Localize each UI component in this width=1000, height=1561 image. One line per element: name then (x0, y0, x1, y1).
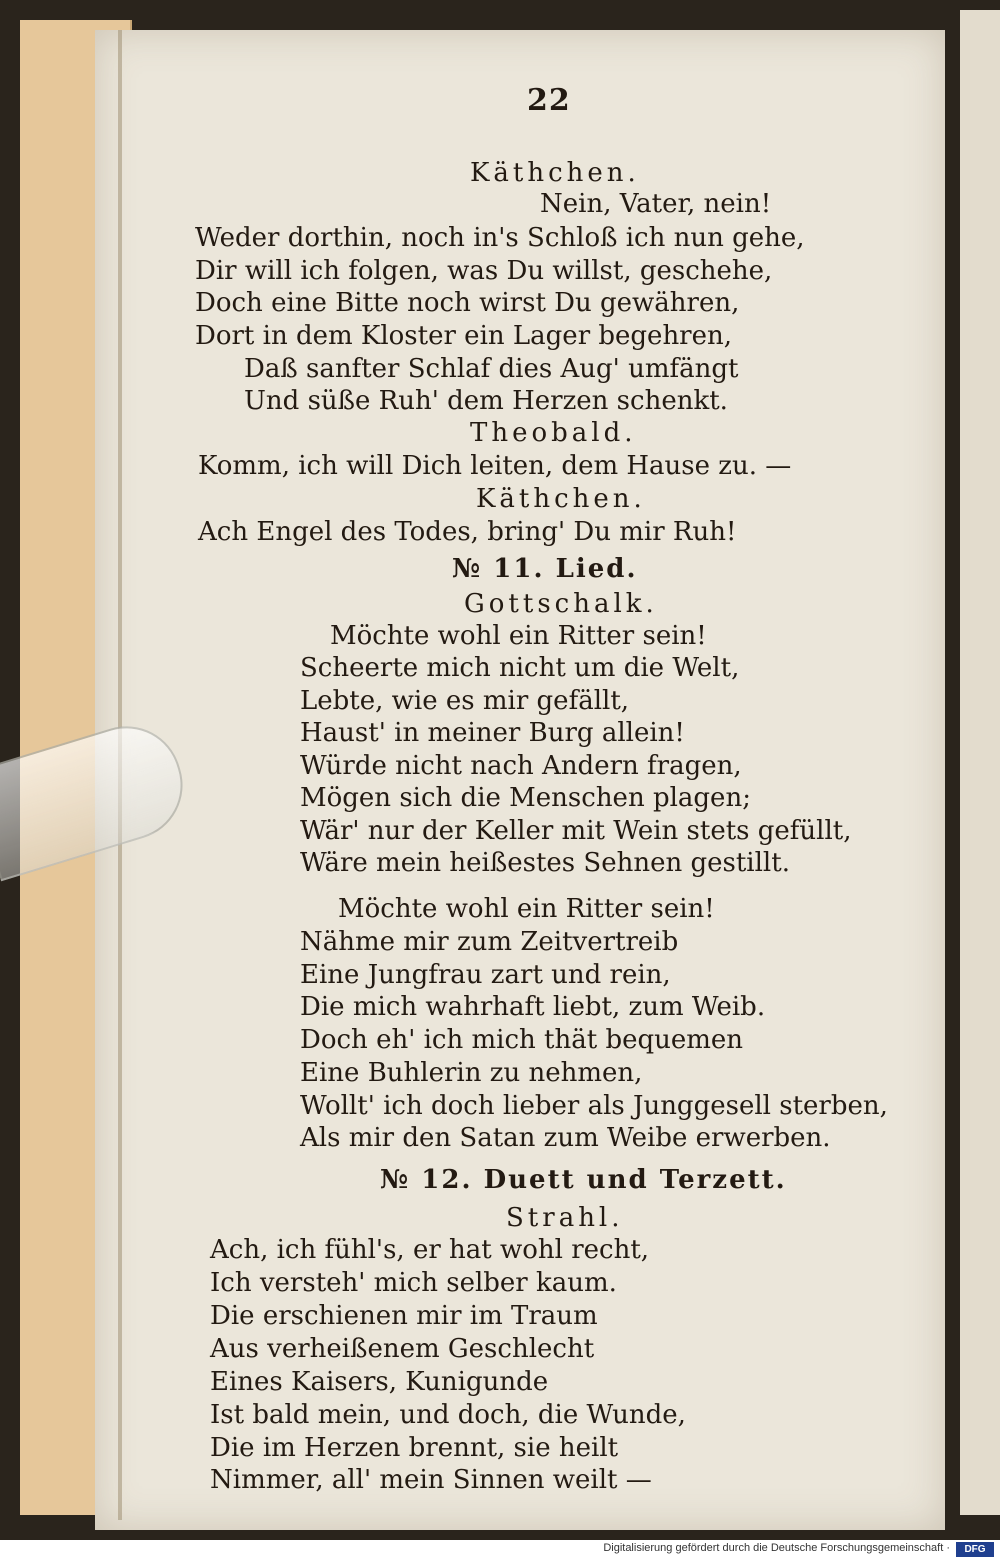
speaker-name: Gottschalk. (464, 589, 658, 619)
verse-line: Ach Engel des Todes, bring' Du mir Ruh! (198, 517, 737, 547)
verse-line: Die mich wahrhaft liebt, zum Weib. (300, 992, 766, 1022)
verse-line: Und süße Ruh' dem Herzen schenkt. (244, 386, 728, 416)
verse-line: Eines Kaisers, Kunigunde (210, 1367, 549, 1397)
digitization-footer (0, 1540, 1000, 1561)
verse-line: Wär' nur der Keller mit Wein stets gefüllt, (300, 816, 852, 846)
page-number: 22 (527, 83, 571, 118)
verse-line: Möchte wohl ein Ritter sein! (330, 621, 707, 651)
verse-line: Doch eine Bitte noch wirst Du gewähren, (195, 288, 740, 318)
dfg-logo: DFG (956, 1542, 994, 1557)
verse-line: Ist bald mein, und doch, die Wunde, (210, 1400, 686, 1430)
speaker-name: Theobald. (470, 418, 637, 448)
section-heading: № 12. Duett und Terzett. (380, 1165, 787, 1195)
verse-line: Doch eh' ich mich thät bequemen (300, 1025, 744, 1055)
verse-line: Lebte, wie es mir gefällt, (300, 686, 630, 716)
verse-line: Wäre mein heißestes Sehnen gestillt. (300, 848, 790, 878)
verse-line: Nähme mir zum Zeitvertreib (300, 927, 679, 957)
verse-line: Wollt' ich doch lieber als Junggesell sterben, (300, 1091, 888, 1121)
verse-line: Ich versteh' mich selber kaum. (210, 1268, 617, 1298)
speaker-name: Strahl. (506, 1203, 624, 1233)
verse-line: Mögen sich die Menschen plagen; (300, 783, 751, 813)
verse-line: Scheerte mich nicht um die Welt, (300, 653, 740, 683)
verse-line: Dort in dem Kloster ein Lager begehren, (195, 321, 733, 351)
verse-line: Nein, Vater, nein! (540, 189, 772, 219)
verse-line: Daß sanfter Schlaf dies Aug' umfängt (244, 354, 739, 384)
verse-line: Die erschienen mir im Traum (210, 1301, 598, 1331)
verse-line: Eine Buhlerin zu nehmen, (300, 1058, 643, 1088)
speaker-name: Käthchen. (470, 158, 640, 188)
verse-line: Ach, ich fühl's, er hat wohl recht, (210, 1235, 650, 1265)
verse-line: Möchte wohl ein Ritter sein! (338, 894, 715, 924)
footer-credit: Digitalisierung gefördert durch die Deutsche Forschungsgemeinschaft · (603, 1542, 950, 1554)
verse-line: Haust' in meiner Burg allein! (300, 718, 685, 748)
verse-line: Aus verheißenem Geschlecht (210, 1334, 595, 1364)
verse-line: Nimmer, all' mein Sinnen weilt — (210, 1465, 652, 1495)
section-heading: № 11. Lied. (452, 554, 638, 584)
verse-line: Dir will ich folgen, was Du willst, geschehe, (195, 256, 773, 286)
verse-line: Komm, ich will Dich leiten, dem Hause zu. — (198, 451, 792, 481)
verse-line: Eine Jungfrau zart und rein, (300, 960, 671, 990)
verse-line: Weder dorthin, noch in's Schloß ich nun gehe, (195, 223, 805, 253)
verse-line: Würde nicht nach Andern fragen, (300, 751, 742, 781)
verse-line: Die im Herzen brennt, sie heilt (210, 1433, 619, 1463)
speaker-name: Käthchen. (476, 484, 646, 514)
verse-line: Als mir den Satan zum Weibe erwerben. (300, 1123, 831, 1153)
